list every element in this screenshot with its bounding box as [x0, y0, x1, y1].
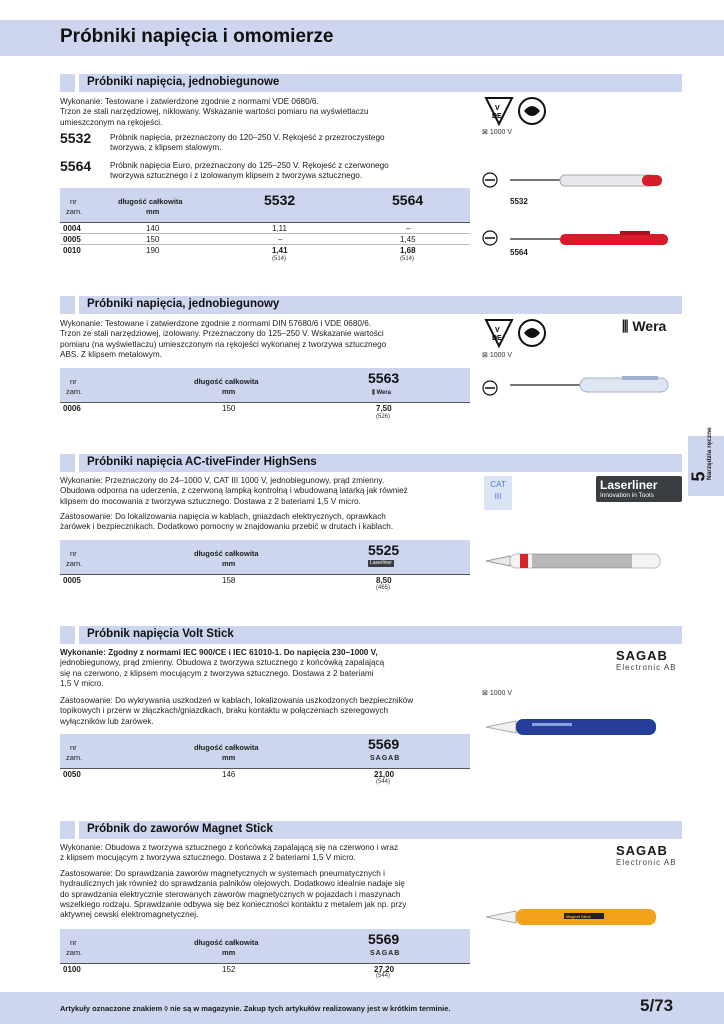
text-line: hydraulicznych jak również do sprawdzania palników olejowych. Dodatkowo idealnie nadaje się — [60, 879, 405, 889]
section-header-1 — [60, 74, 682, 92]
svg-text:V: V — [495, 327, 500, 334]
header-nr: nr — [70, 743, 77, 752]
text-line: Wykonanie: Testowane i zatwierdzone zgodnie z normami VDE 0680/6. — [60, 97, 319, 106]
text-line: się na czerwono, z klipsem mocującym z tworzywa sztucznego. Dostawa z 2 bateriami — [60, 668, 374, 678]
cell-length: 146 — [222, 770, 236, 779]
voltage-value: 1000 V — [489, 352, 512, 359]
text-line: aktywnej cewski elektromagnetycznej. — [60, 910, 199, 920]
table-row — [60, 769, 470, 780]
section-description — [60, 319, 470, 360]
brand-subtitle: Electronic AB — [616, 858, 677, 867]
table-header — [60, 929, 470, 963]
tester-5564-image — [510, 230, 670, 248]
header-mm: mm — [222, 948, 236, 957]
header-model: 5532 — [264, 192, 296, 208]
text-line: Trzon ze stali narzędziowej, izolowany. Przeznaczony do 125–250 V. Wskazanie wartości — [60, 329, 384, 339]
model-number: 5532 — [60, 130, 92, 146]
model-text: Próbnik napięcia, przeznaczony do 120–250 V. Rękojeść z przezroczystego — [110, 133, 385, 142]
header-length: długość całkowita — [118, 197, 183, 206]
tester-5563-image — [510, 372, 670, 398]
cell-nr: 0005 — [63, 235, 81, 244]
text-line: topikowych i przerw w złączkach/gniazdkach, braku kontaktu w połączeniach szeregowych — [60, 706, 389, 716]
cell-price: 27,20 — [374, 965, 395, 974]
cell-length: 140 — [146, 224, 160, 233]
text-line: Zastosowanie: Do sprawdzania zaworów magnetycznych w systemach pneumatycznych i — [60, 869, 385, 878]
voltage-note: ⊠ 1000 V — [482, 129, 512, 136]
header-model: 5564 — [392, 192, 424, 208]
cat-iii-badge — [484, 476, 512, 510]
model-text: Próbnik napięcia Euro, przeznaczony do 125–250 V. Rękojeść z czerwonego — [110, 161, 389, 170]
sagab-logo — [616, 843, 677, 867]
price-table-3 — [60, 540, 470, 591]
header-zam: zam. — [66, 559, 83, 568]
tester-5525-image — [484, 548, 674, 574]
text-line: Zastosowanie: Do lokalizowania napięcia w kablach, gniazdach elektrycznych, oprawkach — [60, 512, 386, 521]
model-text: tworzywa sztucznego i z izolowanym klipsem z tworzywa sztucznego. — [110, 171, 363, 180]
text-line: żarówek i bezpiecznikach. Dodatkowo pomocny w znajdowaniu przebić w drutach i kablach. — [60, 522, 394, 532]
brand-subtitle: Electronic AB — [616, 663, 677, 672]
header-length: długość całkowita — [194, 377, 259, 386]
chapter-number: 5 — [688, 471, 709, 482]
header-zam: zam. — [66, 207, 83, 216]
section-header-5 — [60, 821, 682, 839]
page-ref: (544) — [376, 779, 391, 785]
cell-length: 152 — [222, 965, 236, 974]
text-line: do sprawdzania elektrycznie sterowanych zaworów magnetycznych w pojazdach i maszynach — [60, 889, 401, 899]
model-description-5532 — [60, 131, 470, 153]
table-body — [60, 768, 470, 780]
brand-label: Wera — [632, 318, 667, 334]
price-table-2 — [60, 368, 470, 420]
text-line: Wykonanie: Testowane i zatwierdzone zgodnie z normami DIN 57680/6 i VDE 0680/6. — [60, 319, 372, 328]
header-model: 5563 — [368, 370, 400, 386]
usage-description — [60, 512, 470, 533]
svg-text:DE: DE — [492, 335, 502, 342]
header-zam: zam. — [66, 387, 83, 396]
header-length: długość całkowita — [194, 938, 259, 947]
cell-length: 190 — [146, 246, 160, 255]
text-line: z klipsem mocującym z tworzywa sztucznego. Dostawa z 2 bateriami 1,5 V micro. — [60, 853, 356, 863]
sagab-small-logo: SAGAB — [370, 755, 401, 762]
section-title: Próbniki napięcia, jednobiegunowy — [79, 296, 682, 314]
text-line: Zastosowanie: Do wykrywania uszkodzeń w kablach, lokalizowania uszkodzonych bezpieczników — [60, 696, 414, 705]
header-zam: zam. — [66, 753, 83, 762]
price-table-4 — [60, 734, 470, 785]
tester-5532-image — [510, 172, 668, 188]
section-title: Próbnik do zaworów Magnet Stick — [79, 821, 682, 839]
price-table-1 — [60, 188, 470, 262]
section-header-2 — [60, 296, 682, 314]
table-row — [60, 234, 470, 245]
wera-small-logo: ⫼ Wera — [372, 390, 392, 396]
brand-tagline: Innovation in Tools — [600, 492, 654, 499]
cell-nr: 0100 — [63, 965, 81, 974]
svg-text:DE: DE — [492, 113, 502, 120]
flat-screwdriver-icon — [482, 380, 498, 401]
section-description — [60, 97, 470, 128]
text-line: umieszczonym na rękojeści. — [60, 117, 163, 127]
cell-length: 150 — [146, 235, 160, 244]
text-line: Wykonanie: Obudowa z tworzywa sztucznego z końcówką zapalającą się na czerwono i wraz — [60, 843, 399, 852]
text-line: klipsem do mocowania z tworzywa sztucznego. Dostawa z 2 bateriami 1,5 V micro. — [60, 496, 361, 506]
page-header — [0, 20, 724, 56]
header-mm: mm — [222, 753, 236, 762]
cell-nr: 0050 — [63, 770, 81, 779]
cell-price: 1,45 — [400, 235, 416, 244]
page-ref: (465) — [376, 585, 391, 591]
usage-description — [60, 696, 470, 727]
header-mm: mm — [222, 387, 236, 396]
model-number: 5564 — [60, 158, 92, 174]
cell-price: – — [406, 224, 411, 233]
header-nr: nr — [70, 549, 77, 558]
model-text: tworzywa, z klipsem stalowym. — [110, 143, 222, 152]
voltage-value: 1000 V — [489, 129, 512, 136]
header-mm: mm — [146, 207, 160, 216]
text-line: Wykonanie: Przeznaczony do 24–1000 V, CAT III 1000 V, jednobiegunowy, prąd zmienny. — [60, 476, 385, 485]
badge-text: III — [494, 492, 502, 501]
table-body — [60, 222, 470, 256]
page-ref: (526) — [376, 414, 391, 420]
table-body — [60, 963, 470, 975]
voltage-note: ⊠ 1000 V — [482, 690, 512, 697]
header-length: długość całkowita — [194, 743, 259, 752]
tool-label: 5532 — [510, 197, 528, 206]
section-description — [60, 476, 470, 507]
section-title: Próbnik napięcia Volt Stick — [79, 626, 682, 644]
header-nr: nr — [70, 377, 77, 386]
usage-description — [60, 869, 470, 920]
cell-nr: 0004 — [63, 224, 81, 233]
text-line: 1,5 V micro. — [60, 678, 104, 688]
cell-nr: 0006 — [63, 404, 81, 413]
table-header — [60, 540, 470, 574]
chapter-side-tab[interactable] — [688, 427, 724, 496]
laserliner-logo — [596, 476, 682, 502]
table-row — [60, 575, 470, 586]
text-line: wszelkiego rodzaju. Sprawdzanie odbywa się bez konieczności kontaktu z metalem jak np. przy — [60, 899, 407, 909]
flat-screwdriver-icon — [482, 172, 498, 193]
flat-screwdriver-icon — [482, 230, 498, 251]
table-body — [60, 402, 470, 414]
table-header — [60, 188, 470, 222]
table-row — [60, 964, 470, 975]
wera-logo: ⫼ Wera — [622, 318, 667, 334]
cell-nr: 0010 — [63, 246, 81, 255]
chapter-label: Narzędzia ręczne — [706, 427, 713, 480]
laserliner-small-logo: Laserliner — [370, 560, 392, 566]
table-row — [60, 403, 470, 414]
text-line: wyłączników lub żarówek. — [60, 716, 154, 726]
text-line: Wykonanie: Zgodny z normami IEC 900/CE i IEC 61010-1. Do napięcia 230–1000 V, — [60, 648, 378, 657]
header-nr: nr — [70, 938, 77, 947]
header-zam: zam. — [66, 948, 83, 957]
badge-text: CAT — [490, 480, 506, 489]
header-mm: mm — [222, 559, 236, 568]
page-number: 5/73 — [640, 996, 674, 1015]
section-description — [60, 843, 470, 864]
brand-label: Wera — [376, 390, 392, 396]
model-description-5564 — [60, 159, 470, 181]
sagab-small-logo: SAGAB — [370, 950, 401, 957]
page-ref: (514) — [272, 256, 287, 262]
brand-label: Laserliner — [600, 478, 658, 492]
cell-price: 21,00 — [374, 770, 395, 779]
header-length: długość całkowita — [194, 549, 259, 558]
table-row — [60, 223, 470, 234]
page-ref: (544) — [376, 973, 391, 979]
section-header-3 — [60, 454, 682, 472]
cell-nr: 0005 — [63, 576, 81, 585]
text-line: ABS. Z klipsem metalowym. — [60, 349, 162, 359]
section-description — [60, 648, 470, 689]
cell-length: 150 — [222, 404, 236, 413]
cell-length: 158 — [222, 576, 236, 585]
text-line: Obudowa odporna na uderzenia, z czerwoną lampką kontrolną i wbudowaną latarką jak również — [60, 486, 408, 496]
page-title: Próbniki napięcia i omomierze — [60, 26, 334, 47]
tool-label: 5564 — [510, 248, 528, 257]
text-line: Trzon ze stali narzędziowej, niklowany. Wskazanie wartości pomiaru na wyświetlaczu — [60, 107, 369, 117]
cell-price: 1,68 — [400, 246, 416, 255]
table-row — [60, 245, 470, 256]
text-line: pomiaru (na wyświetlaczu) umieszczonym na rękojeści wykonanej z tworzywa sztucznego — [60, 339, 387, 349]
voltage-value: 1000 V — [489, 690, 512, 697]
price-table-5 — [60, 929, 470, 979]
cell-price: – — [278, 235, 283, 244]
table-header — [60, 734, 470, 768]
volt-stick-image — [484, 714, 660, 740]
page-footer — [0, 992, 724, 1024]
section-header-4 — [60, 626, 682, 644]
cell-price: 1,41 — [272, 246, 288, 255]
brand-label: SAGAB — [616, 843, 668, 858]
svg-text:V: V — [495, 105, 500, 112]
section-title: Próbniki napięcia AC-tiveFinder HighSens — [79, 454, 682, 472]
cell-price: 7,50 — [376, 404, 392, 413]
tool-print: Magnet Stick — [566, 914, 591, 919]
sagab-logo — [616, 648, 677, 672]
table-body — [60, 574, 470, 586]
cell-price: 1,11 — [272, 224, 287, 233]
section-title: Próbniki napięcia, jednobiegunowe — [79, 74, 682, 92]
footer-note: Artykuły oznaczone znakiem ◊ nie są w magazynie. Zakup tych artykułów realizowany jest w krótkim terminie. — [60, 1004, 451, 1013]
header-model: 5525 — [368, 542, 400, 558]
page-ref: (514) — [400, 256, 415, 262]
header-model: 5569 — [368, 736, 400, 752]
magnet-stick-image — [484, 904, 660, 930]
header-model: 5569 — [368, 931, 400, 947]
brand-label: SAGAB — [616, 648, 668, 663]
table-header — [60, 368, 470, 402]
header-nr: nr — [70, 197, 77, 206]
voltage-note: ⊠ 1000 V — [482, 352, 512, 359]
text-line: jednobiegunowy, prąd zmienny. Obudowa z tworzywa sztucznego z końcówką zapalającą — [60, 658, 385, 668]
cell-price: 8,50 — [376, 576, 392, 585]
